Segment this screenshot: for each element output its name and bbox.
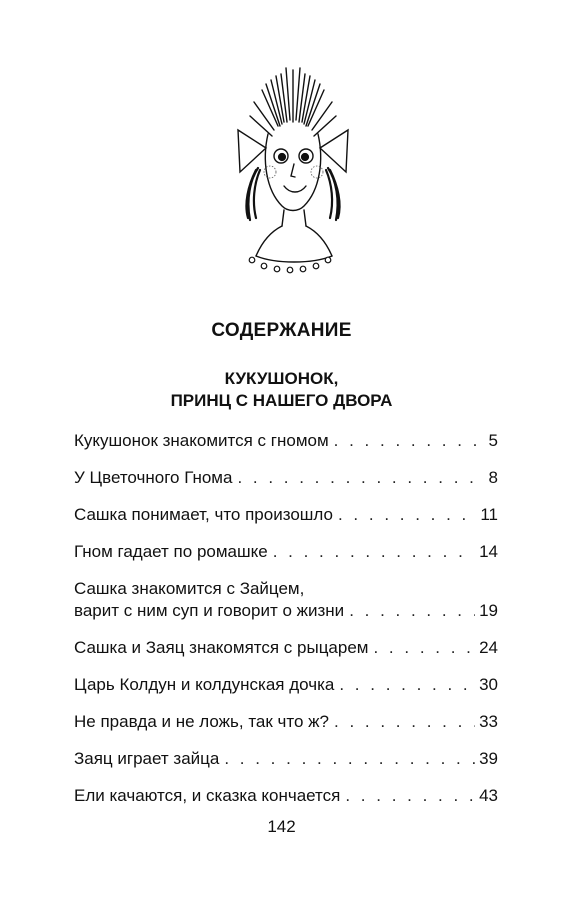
toc-entry-title: Заяц играет зайца — [74, 749, 220, 768]
toc-entry-title-line1: Сашка знакомится с Зайцем, — [74, 579, 305, 598]
toc-entry[interactable] — [74, 748, 498, 770]
toc-entry-title: Царь Колдун и колдунская дочка — [74, 675, 335, 694]
toc-entry-page: 8 — [488, 468, 498, 487]
toc-entry[interactable] — [74, 711, 498, 733]
toc-entry[interactable] — [74, 467, 498, 489]
dot-leader — [338, 504, 476, 526]
toc-entry[interactable] — [74, 578, 498, 622]
toc-entry[interactable] — [74, 430, 498, 452]
contents-heading: СОДЕРЖАНИЕ — [211, 320, 352, 341]
toc-entry-page: 11 — [480, 505, 498, 524]
table-of-contents — [74, 430, 498, 807]
toc-entry-page: 14 — [479, 542, 498, 561]
toc-entry[interactable] — [74, 541, 498, 563]
dot-leader — [237, 467, 484, 489]
toc-entry-title: Не правда и не ложь, так что ж? — [74, 712, 330, 731]
toc-entry-title: У Цветочного Гнома — [74, 468, 233, 487]
toc-entry[interactable] — [74, 785, 498, 807]
toc-entry-page: 43 — [479, 786, 498, 805]
dot-leader — [224, 748, 475, 770]
toc-entry-title: Сашка понимает, что произошло — [74, 505, 333, 524]
toc-entry-title: варит с ним суп и говорит о жизни — [74, 601, 345, 620]
dot-leader — [334, 711, 475, 733]
section-title — [0, 368, 563, 412]
toc-entry-page: 19 — [479, 601, 498, 620]
page-number: 142 — [267, 817, 296, 836]
toc-entry[interactable] — [74, 674, 498, 696]
toc-entry-title: Ели качаются, и сказка кончается — [74, 786, 341, 805]
toc-entry-page: 33 — [479, 712, 498, 731]
dot-leader — [349, 600, 475, 622]
toc-entry-page: 30 — [479, 675, 498, 694]
girl-illustration — [226, 60, 360, 280]
dot-leader — [345, 785, 475, 807]
dot-leader — [273, 541, 475, 563]
section-title-line2: ПРИНЦ С НАШЕГО ДВОРА — [170, 391, 393, 410]
toc-entry[interactable] — [74, 504, 498, 526]
toc-entry[interactable] — [74, 637, 498, 659]
toc-entry-title: Сашка и Заяц знакомятся с рыцарем — [74, 638, 369, 657]
toc-entry-page: 39 — [479, 749, 498, 768]
dot-leader — [339, 674, 475, 696]
toc-entry-page: 24 — [479, 638, 498, 657]
section-title-line1: КУКУШОНОК, — [224, 369, 339, 388]
toc-entry-title: Кукушонок знакомится с гномом — [74, 431, 329, 450]
dot-leader — [334, 430, 485, 452]
toc-entry-page: 5 — [488, 431, 498, 450]
dot-leader — [373, 637, 475, 659]
toc-entry-title: Гном гадает по ромашке — [74, 542, 268, 561]
